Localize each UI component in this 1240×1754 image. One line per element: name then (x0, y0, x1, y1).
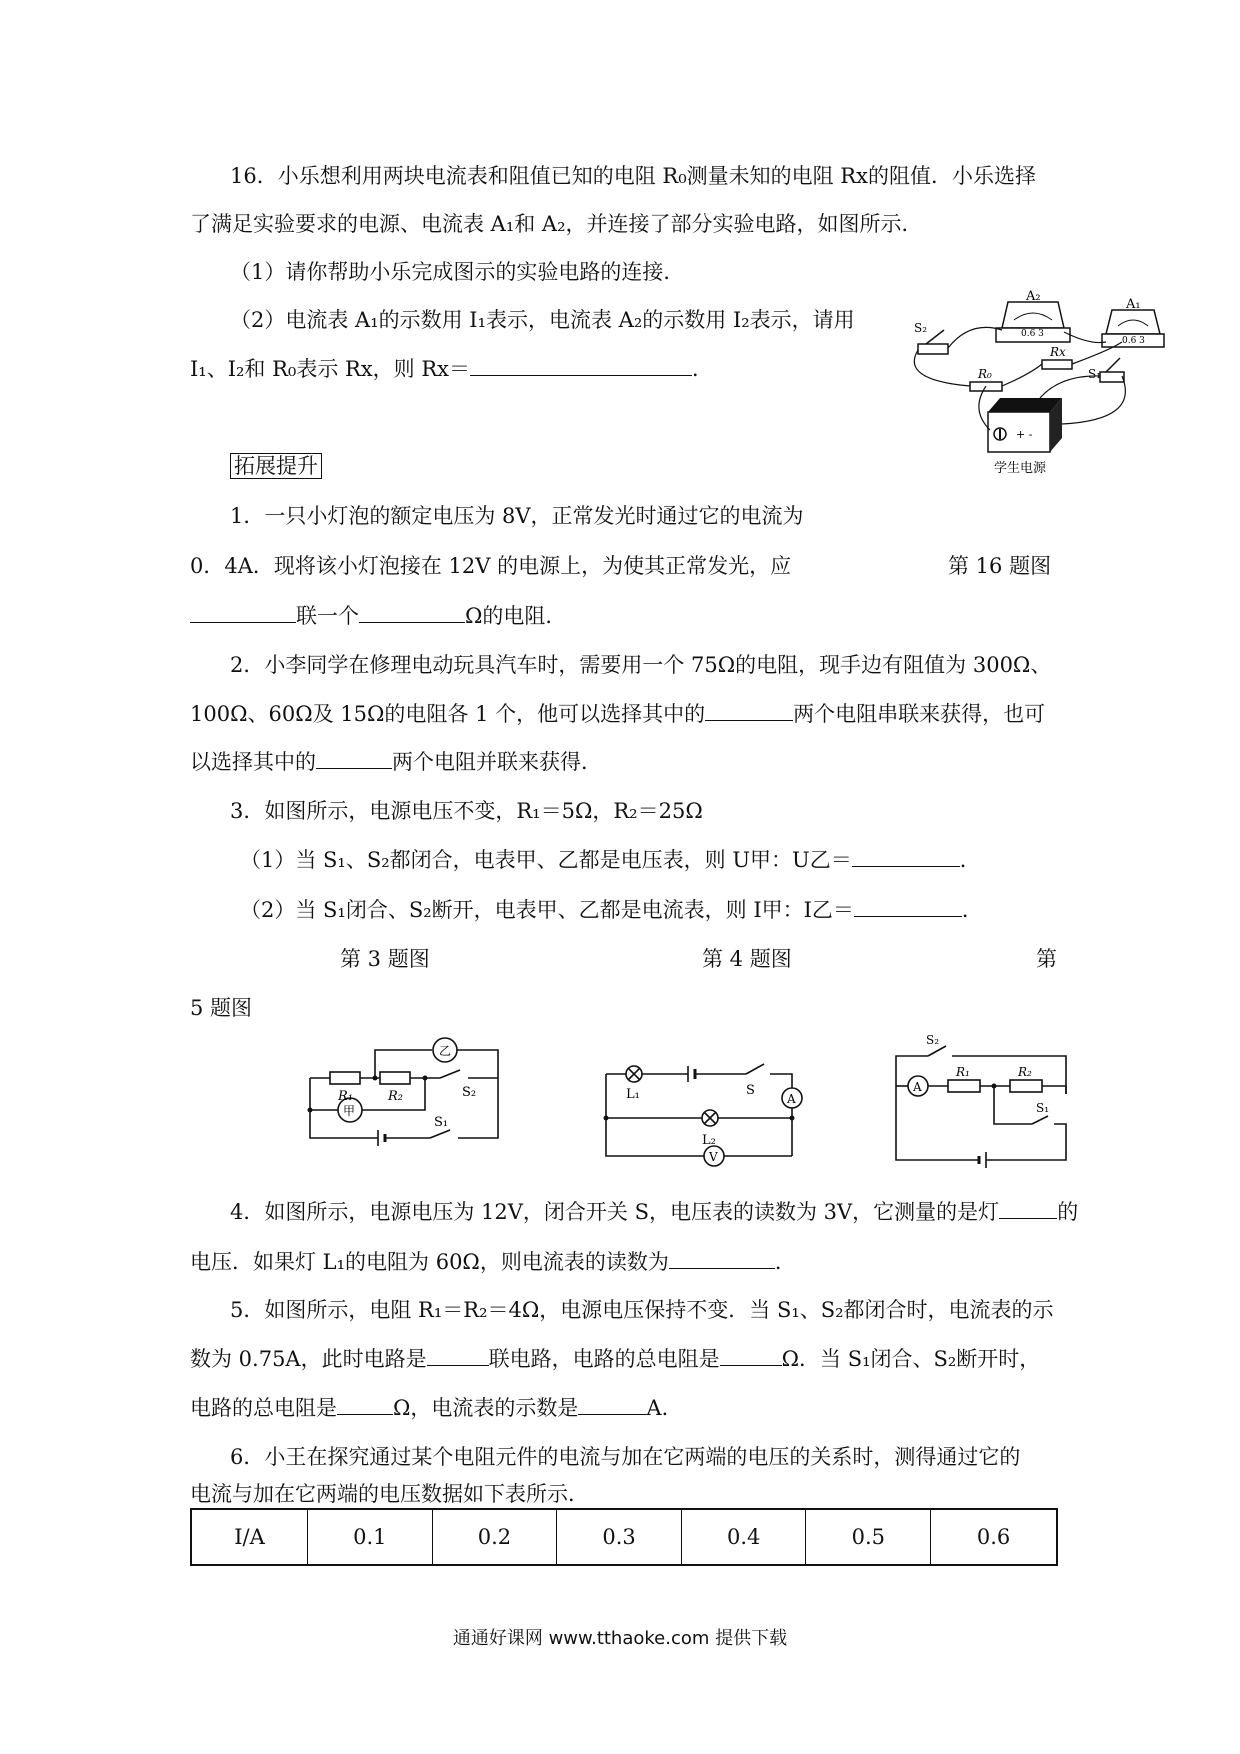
q5-blank-1[interactable] (427, 1345, 489, 1366)
q2-line2 (190, 700, 1045, 728)
q16-line1: 16．小乐想利用两块电流表和阻值已知的电阻 R₀测量未知的电阻 Rx的阻值．小乐选择 (230, 164, 1036, 188)
q3-line3-end: ． (961, 898, 983, 922)
q4-line2 (190, 1248, 796, 1276)
resistor-r2 (380, 1072, 410, 1084)
q2-line2-text: 100Ω、60Ω及 15Ω的电阻各 1 个，他可以选择其中的 (190, 702, 706, 726)
svg-text:0.6 3: 0.6 3 (1021, 329, 1044, 339)
q3-line3 (240, 896, 983, 924)
caption-fig5-part2: 5 题图 (190, 996, 253, 1020)
label-a2: A₂ (1026, 290, 1041, 304)
svg-text:0.6 3: 0.6 3 (1122, 336, 1145, 346)
q3-blank-2[interactable] (854, 896, 962, 917)
q5-blank-3[interactable] (337, 1394, 393, 1415)
caption-fig5-part1: 第 (1036, 947, 1057, 971)
caption-fig3: 第 3 题图 (340, 947, 430, 971)
q6-line1: 6．小王在探究通过某个电阻元件的电流与加在它两端的电压的关系时，测得通过它的 (230, 1445, 1021, 1469)
section-title: 拓展提升 (230, 452, 322, 480)
q16-line5-end: ． (692, 357, 713, 381)
label-r2: R₂ (388, 1089, 403, 1104)
ammeter-a1 (1102, 310, 1164, 347)
q5-line2-a: 数为 0.75A，此时电路是 (190, 1347, 427, 1371)
svg-text:+ -: + - (1016, 428, 1033, 441)
q5-line3 (190, 1394, 683, 1422)
switch-s2 (918, 344, 948, 354)
figure-16-caption: 第 16 题图 (948, 554, 1052, 578)
q3-line2 (240, 846, 981, 874)
label-l1: L₁ (626, 1087, 640, 1102)
label-rx: Rx (1050, 345, 1066, 359)
q1-line3 (190, 602, 566, 630)
resistor-r1 (948, 1080, 980, 1092)
label-s: S (746, 1083, 755, 1098)
q5-line3-c: A． (646, 1396, 683, 1420)
q1-blank-2[interactable] (359, 602, 465, 623)
q2-line2-end: 两个电阻串联来获得，也可 (793, 702, 1046, 726)
label-r1: R₁ (956, 1065, 970, 1079)
q2-line3-end: 两个电阻并联来获得． (392, 750, 602, 774)
table-cell: 0.6 (931, 1509, 1057, 1565)
q16-answer-blank[interactable] (470, 355, 692, 376)
resistor-r2 (1010, 1080, 1042, 1092)
figure-4 (596, 1054, 816, 1174)
q2-line1: 2．小李同学在修理电动玩具汽车时，需要用一个 75Ω的电阻，现手边有阻值为 300Ω、 (230, 653, 1052, 677)
label-r2: R₂ (1018, 1065, 1032, 1079)
q5-line3-b: Ω，电流表的示数是 (393, 1396, 579, 1420)
q2-line3-text: 以选择其中的 (190, 750, 316, 774)
figure-3 (300, 1030, 510, 1170)
q4-line1 (230, 1198, 1078, 1226)
table-cell: 0.2 (432, 1509, 557, 1565)
q4-blank-2[interactable] (669, 1248, 775, 1269)
q1-line3-end: Ω的电阻． (465, 604, 567, 628)
label-s1: S₁ (434, 1115, 449, 1130)
table-header-cell: I/A (191, 1509, 308, 1565)
label-l2: L₂ (702, 1133, 716, 1148)
q4-line1-end: 的 (1057, 1200, 1079, 1224)
q5-blank-4[interactable] (578, 1394, 646, 1415)
label-r1: R₁ (338, 1089, 353, 1104)
q5-line3-a: 电路的总电阻是 (190, 1396, 337, 1420)
label-s1: S₁ (1088, 367, 1102, 381)
q3-line2-end: ． (959, 848, 981, 872)
table-cell: 0.4 (681, 1509, 806, 1565)
label-s2: S₂ (462, 1085, 477, 1100)
label-s2: S₂ (914, 321, 928, 335)
switch-s1 (1100, 372, 1124, 382)
q16-line3: （1）请你帮助小乐完成图示的实验电路的连接． (230, 260, 685, 284)
page-footer: 通通好课网 www.tthaoke.com 提供下载 (452, 1628, 788, 1649)
q16-line4: （2）电流表 A₁的示数用 I₁表示，电流表 A₂的示数用 I₂表示，请用 (230, 308, 855, 332)
q16-line5-text: I₁、I₂和 R₀表示 Rx，则 Rx＝ (190, 357, 470, 381)
label-s1: S₁ (1036, 1101, 1050, 1115)
label-s2: S₂ (926, 1033, 940, 1047)
figure-5 (886, 1032, 1076, 1186)
caption-fig4: 第 4 题图 (702, 947, 792, 971)
label-a: A (787, 1092, 796, 1106)
current-table (190, 1508, 1058, 1566)
resistor-r1 (330, 1072, 360, 1084)
label-yi: 乙 (439, 1044, 452, 1058)
q4-line2-end: ． (774, 1250, 796, 1274)
table-cell: 0.1 (308, 1509, 433, 1565)
q5-line2-b: 联电路，电路的总电阻是 (488, 1347, 720, 1371)
figure-16 (890, 290, 1200, 505)
power-supply (988, 398, 1062, 452)
label-r0: R₀ (978, 367, 992, 381)
q3-line1: 3．如图所示，电源电压不变，R₁＝5Ω，R₂＝25Ω (230, 799, 703, 823)
label-a: A (913, 1080, 922, 1094)
q4-blank-1[interactable] (999, 1198, 1057, 1219)
q4-line2-text: 电压．如果灯 L₁的电阻为 60Ω，则电流表的读数为 (190, 1250, 669, 1274)
table-cell: 0.3 (557, 1509, 682, 1565)
q5-line2 (190, 1345, 1040, 1373)
q6-line2: 电流与加在它两端的电压数据如下表所示． (190, 1482, 589, 1506)
table-row (191, 1509, 1057, 1565)
q16-line5 (190, 355, 713, 383)
q2-line3 (190, 748, 602, 776)
table-cell: 0.5 (806, 1509, 931, 1565)
label-supply: 学生电源 (994, 461, 1047, 476)
label-v: V (709, 1150, 718, 1164)
q2-blank-1[interactable] (705, 700, 793, 721)
label-a1: A₁ (1126, 297, 1141, 312)
q5-line2-c: Ω．当 S₁闭合、S₂断开时， (781, 1347, 1041, 1371)
q2-blank-2[interactable] (316, 748, 392, 769)
q3-blank-1[interactable] (852, 846, 960, 867)
q5-blank-2[interactable] (720, 1345, 782, 1366)
q16-line2: 了满足实验要求的电源、电流表 A₁和 A₂，并连接了部分实验电路，如图所示． (190, 212, 923, 236)
ammeter-a2 (996, 302, 1070, 342)
q3-line3-text: （2）当 S₁闭合、S₂断开，电表甲、乙都是电流表，则 I甲：I乙＝ (240, 898, 854, 922)
q3-line2-text: （1）当 S₁、S₂都闭合，电表甲、乙都是电压表，则 U甲：U乙＝ (240, 848, 852, 872)
resistor-rx (1042, 360, 1072, 369)
q5-line1: 5．如图所示，电阻 R₁＝R₂＝4Ω，电源电压保持不变．当 S₁、S₂都闭合时，电流表的示 (230, 1298, 1054, 1322)
label-jia: 甲 (343, 1104, 356, 1118)
q4-line1-text: 4．如图所示，电源电压为 12V，闭合开关 S，电压表的读数为 3V，它测量的是灯 (230, 1200, 1000, 1224)
q1-line1: 1．一只小灯泡的额定电压为 8V，正常发光时通过它的电流为 (230, 504, 804, 528)
q1-line3-mid: 联一个 (296, 604, 359, 628)
q1-line2: 0．4A．现将该小灯泡接在 12V 的电源上，为使其正常发光，应 (190, 554, 792, 578)
q1-blank-1[interactable] (190, 602, 296, 623)
